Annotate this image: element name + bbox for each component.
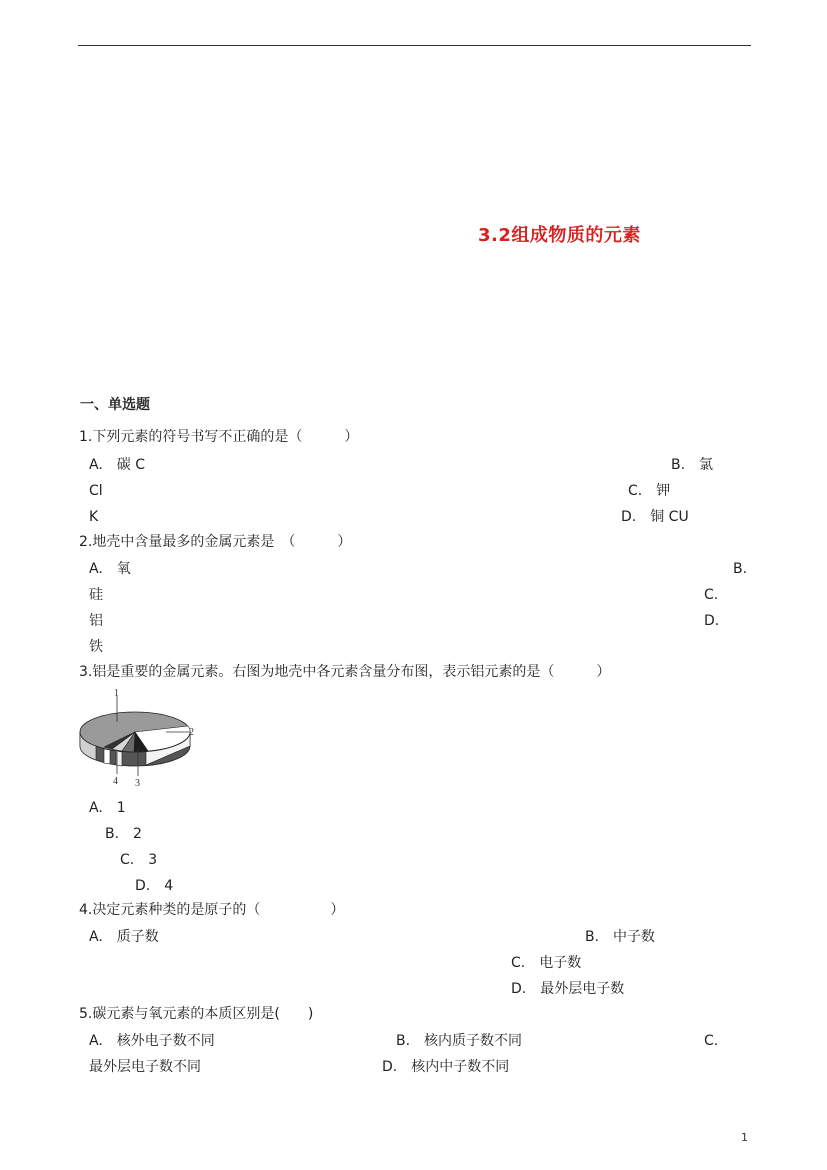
question-5-option-c-label: C. bbox=[704, 1033, 719, 1049]
pie-label-1: 1 bbox=[114, 688, 119, 699]
question-3-option-d: D. 4 bbox=[135, 878, 174, 894]
question-3-option-c: C. 3 bbox=[120, 852, 158, 868]
question-3-option-a: A. 1 bbox=[89, 800, 126, 816]
question-5-option-a: A. 核外电子数不同 bbox=[89, 1033, 215, 1049]
question-4-option-a: A. 质子数 bbox=[89, 929, 159, 945]
question-5-stem: 5.碳元素与氧元素的本质区别是( ) bbox=[79, 1006, 314, 1022]
question-5-option-d: D. 核内中子数不同 bbox=[382, 1059, 510, 1075]
question-5-option-b: B. 核内质子数不同 bbox=[396, 1033, 523, 1049]
page-number: 1 bbox=[741, 1131, 748, 1144]
question-4-option-c: C. 电子数 bbox=[511, 955, 582, 971]
pie-label-2: 2 bbox=[189, 727, 194, 738]
question-2-option-d-label: D. bbox=[704, 613, 720, 629]
question-1-option-d: D. 铜 CU bbox=[621, 509, 689, 525]
question-1-option-c-value: K bbox=[89, 509, 99, 525]
question-3-option-b: B. 2 bbox=[105, 826, 142, 842]
document-title: 3.2组成物质的元素 bbox=[478, 225, 641, 246]
pie-label-4: 4 bbox=[113, 776, 118, 787]
question-1-option-b-value: Cl bbox=[89, 483, 103, 499]
question-2-option-c-label: C. bbox=[704, 587, 719, 603]
section-heading: 一、单选题 bbox=[80, 397, 150, 413]
header-rule bbox=[78, 45, 751, 46]
question-2-option-c-value: 铝 bbox=[89, 613, 103, 629]
question-2-option-b-label: B. bbox=[733, 561, 748, 577]
question-2-option-b-value: 硅 bbox=[89, 587, 103, 603]
question-3-stem: 3.铝是重要的金属元素。右图为地壳中各元素含量分布图，表示铝元素的是（ ） bbox=[79, 664, 611, 680]
question-4-option-d: D. 最外层电子数 bbox=[511, 981, 625, 997]
question-1-option-a: A. 碳 C bbox=[89, 457, 146, 473]
question-1-stem: 1.下列元素的符号书写不正确的是（ ） bbox=[79, 429, 359, 445]
question-4-stem: 4.决定元素种类的是原子的（ ） bbox=[79, 902, 345, 918]
question-2-option-d-value: 铁 bbox=[89, 639, 103, 655]
question-5-option-c-value: 最外层电子数不同 bbox=[89, 1059, 201, 1075]
question-1-option-b-label: B. 氯 bbox=[671, 457, 714, 473]
question-1-option-c-label: C. 钾 bbox=[628, 483, 671, 499]
question-4-option-b: B. 中子数 bbox=[585, 929, 656, 945]
pie-label-3: 3 bbox=[135, 778, 140, 788]
pie-side-stripe-1 bbox=[104, 749, 110, 764]
crust-element-pie-chart bbox=[76, 686, 200, 788]
question-2-stem: 2.地壳中含量最多的金属元素是 （ ） bbox=[79, 534, 352, 550]
question-2-option-a: A. 氧 bbox=[89, 561, 131, 577]
